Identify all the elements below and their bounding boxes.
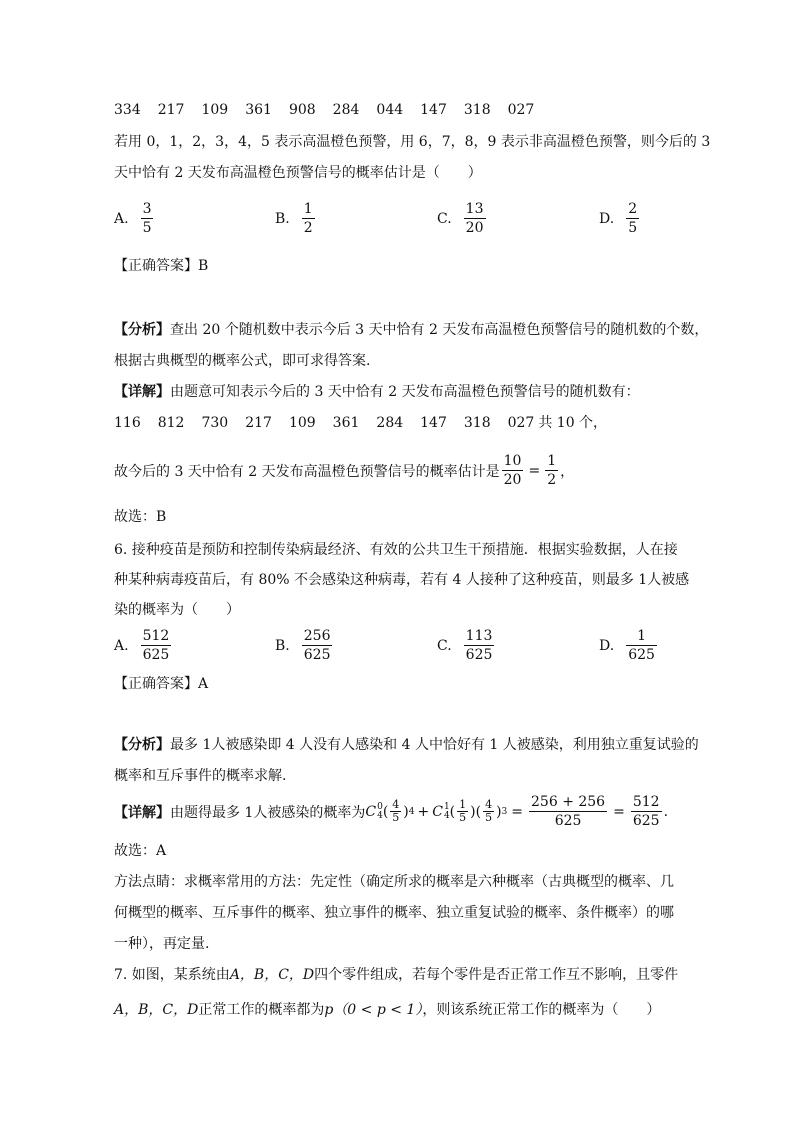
fraction: $\frac{1}{5}$: [459, 798, 467, 824]
random-number: 109: [201, 102, 229, 118]
random-number: 812: [157, 415, 185, 431]
option-label: D.: [599, 637, 615, 654]
question-text: 6. 接种疫苗是预防和控制传染病最经济、有效的公共卫生干预措施．根据实验数据，人在接: [114, 542, 678, 558]
question-text: 染的概率为（ ）: [114, 602, 240, 618]
fraction: $\frac{4}{5}$: [485, 798, 493, 824]
question-text: 若用 0，1，2，3，4，5 表示高温橙色预警，用 6，7，8，9 表示非高温橙色预警，则今后的 3: [114, 134, 711, 150]
option-label: C.: [437, 210, 452, 227]
correct-answer: 【正确答案】A: [114, 676, 209, 692]
random-number-list: [114, 100, 551, 120]
detail-number-list: [114, 413, 624, 433]
analysis-text: 概率和互斥事件的概率求解.: [114, 768, 287, 784]
fraction: $\frac{512}{625}$: [632, 794, 660, 829]
fraction: $\frac{113}{625}$: [465, 628, 493, 663]
random-number: 284: [332, 102, 360, 118]
analysis: [114, 320, 708, 340]
analysis-label: 【分析】: [114, 737, 170, 753]
detail-text: 由题得最多 1人被感染的概率为: [170, 804, 366, 821]
option-a: [114, 200, 155, 237]
analysis-text: 根据古典概型的概率公式，即可求得答案.: [114, 353, 371, 369]
fraction: $\frac{1}{2}$: [303, 201, 313, 236]
random-number: 318: [463, 415, 491, 431]
question-text: 7. 如图，某系统由A，B，C，D四个零件组成，若每个零件是否正常工作互不影响，且零件: [114, 967, 679, 983]
random-number: 908: [288, 102, 316, 118]
option-label: B.: [275, 637, 290, 654]
fraction: $\frac{4}{5}$: [392, 798, 400, 824]
random-number: 147: [420, 415, 447, 431]
random-number: 044: [376, 102, 404, 118]
option-c: [437, 200, 488, 237]
detail-label: 【详解】: [114, 804, 170, 821]
random-number: 217: [157, 102, 185, 118]
option-label: A.: [114, 637, 129, 654]
question-text: 种某种病毒疫苗后，有 80% 不会感染这种病毒，若有 4 人接种了这种疫苗，则最多 1人被感: [114, 572, 690, 588]
random-number: 116: [114, 415, 141, 431]
detail-text: 故今后的 3 天中恰有 2 天发布高温橙色预警信号的概率估计是: [114, 463, 500, 480]
option-b: [275, 627, 334, 664]
equals-sign: =: [528, 462, 541, 479]
detail-text: ，: [560, 463, 575, 480]
question-text: 天中恰有 2 天发布高温橙色预警信号的概率估计是（ ）: [114, 165, 482, 181]
detail: [114, 382, 640, 402]
random-number: 109: [288, 415, 316, 431]
option-label: B.: [275, 210, 290, 227]
detail-label: 【详解】: [114, 384, 170, 400]
random-number: 730: [201, 415, 229, 431]
method-tip: 一种），再定量.: [114, 936, 210, 952]
fraction: $\frac{512}{625}$: [142, 628, 170, 663]
random-number: 361: [332, 415, 360, 431]
detail-text: 共 10 个，: [538, 415, 608, 431]
correct-answer: 【正确答案】B: [114, 258, 209, 274]
fraction: $\frac{2}{5}$: [628, 201, 638, 236]
option-c: [437, 627, 496, 664]
fraction: $\frac{13}{20}$: [465, 201, 484, 236]
fraction: $\frac{1}{625}$: [628, 628, 655, 663]
random-number: 027: [507, 102, 535, 118]
conclusion: 故选：B: [114, 509, 167, 525]
analysis-text: 最多 1人被感染即 4 人没有人感染和 4 人中恰好有 1 人被感染，利用独立重复试验的: [170, 737, 699, 753]
analysis-text: 查出 20 个随机数中表示今后 3 天中恰有 2 天发布高温橙色预警信号的随机数的个数，: [170, 322, 709, 338]
probability-expression: p（0 < p < 1）: [324, 1002, 423, 1018]
fraction: $\frac{10}{20}$: [503, 453, 522, 488]
fraction: $\frac{256}{625}$: [303, 628, 331, 663]
random-number: 318: [463, 102, 491, 118]
combination: C 0 4: [365, 801, 383, 821]
random-number: 027: [507, 415, 535, 431]
random-number: 217: [245, 415, 272, 431]
fraction: $\frac{256 + 256}{625}$: [531, 794, 606, 829]
detail-text: 由题意可知表示今后的 3 天中恰有 2 天发布高温橙色预警信号的随机数有：: [170, 384, 640, 400]
detail-formula-line: 【详解】 由题得最多 1人被感染的概率为 C 0 4 ( $\frac{4}{5}$ ) 4 + C 1 4 ( $\frac{1}{5}$ )( $\frac{4}{5}$ ) 3 = $\frac{256 + 256}{625}$ = $\frac{512}{625}$ .: [114, 794, 669, 829]
option-b: [275, 200, 317, 237]
detail-probability-line: [114, 452, 574, 489]
method-tip: 何概型的概率、互斥事件的概率、独立事件的概率、独立重复试验的概率、条件概率）的哪: [114, 905, 674, 921]
combination: C 1 4: [432, 801, 450, 821]
random-number: 284: [376, 415, 404, 431]
variable-list: A，B，C，D: [114, 1002, 199, 1018]
option-label: A.: [114, 210, 129, 227]
option-d: [599, 200, 641, 237]
option-label: D.: [599, 210, 615, 227]
option-label: C.: [437, 637, 452, 654]
fraction: $\frac{3}{5}$: [142, 201, 152, 236]
fraction: $\frac{1}{2}$: [547, 453, 557, 488]
method-tip: 方法点睛：求概率常用的方法：先定性（确定所求的概率是六种概率（古典概型的概率、几: [114, 874, 674, 890]
analysis: [114, 735, 699, 755]
variable-list: A，B，C，D: [229, 967, 315, 983]
analysis-label: 【分析】: [114, 322, 170, 338]
option-d: [599, 627, 659, 664]
conclusion: 故选：A: [114, 843, 167, 859]
random-number: 361: [245, 102, 272, 118]
option-a: [114, 627, 173, 664]
question-text: A，B，C，D正常工作的概率都为p（0 < p < 1），则该系统正常工作的概率为（ ）: [114, 1002, 661, 1018]
random-number: 147: [420, 102, 447, 118]
random-number: 334: [114, 102, 141, 118]
